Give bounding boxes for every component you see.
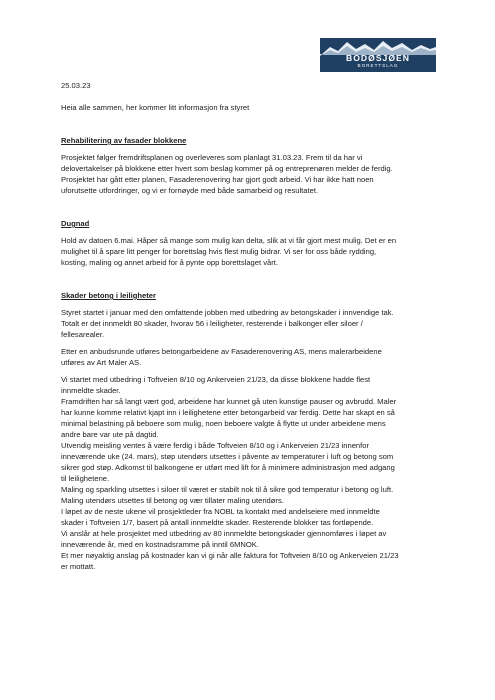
- text-line: I løpet av de neste ukene vil prosjektleder fra NOBL ta kontakt med andelseiere med innmeldte: [61, 507, 380, 516]
- text-line: Vi anslår at hele prosjektet med utbedring av 80 innmeldte betongskader gjennomføres i løpet av: [61, 529, 387, 538]
- text-line: til leilighetene.: [61, 474, 110, 483]
- text-line: skader i Toftveien 1/7, basert på antall innmeldte skader. Resterende blokker tas fortløpende.: [61, 518, 374, 527]
- text-line: Hold av datoen 6.mai. Håper så mange som mulig kan delta, slik at vi får gjort mest mulig. Det er en: [61, 236, 397, 245]
- text-line: Prosjektet følger fremdriftsplanen og overleveres som planlagt 31.03.23. Frem til da har vi: [61, 153, 363, 162]
- text-line: Etter en anbudsrunde utføres betongarbeidene av Fasaderenovering AS, mens malerarbeidene: [61, 347, 382, 356]
- text-line: Framdriften har så langt vært god, arbeidene har kunnet gå uten kunstige pauser og avbrudd. Maler: [61, 397, 397, 406]
- text-line: andre bare var ute på dagtid.: [61, 430, 159, 439]
- section-paragraph: [61, 374, 439, 572]
- logo-name: BODØSJØEN: [346, 53, 410, 63]
- text-line: sikrer god støp. Adkomst til balkongene er utført med lift for å minimere administrasjon med adgang: [61, 463, 395, 472]
- text-line: inneværende uke (24. mars), støp utendørs utsettes i påvente av temperaturer i luft og betong som: [61, 452, 394, 461]
- section-heading: Skader betong i leiligheter: [61, 291, 156, 300]
- text-line: Vi startet med utbedring i Toftveien 8/10 og Ankerveien 21/23, da disse blokkene hadde flest: [61, 375, 371, 384]
- section-paragraph: [61, 152, 439, 196]
- text-line: inneværende år, med en kostnadsramme på inntil 6MNOK.: [61, 540, 259, 549]
- text-line: fellesarealer.: [61, 330, 105, 339]
- letter-intro: Heia alle sammen, her kommer litt informasjon fra styret: [61, 103, 250, 112]
- text-line: kosting, maling og annet arbeid for å pynte opp borettslaget vårt.: [61, 258, 278, 267]
- section-dugnad: [61, 218, 439, 268]
- text-line: Maling og sparkling utsettes i siloer til været er stabilt nok til å sikre god temperatur i betong og luft.: [61, 485, 394, 494]
- text-line: innmeldte skader.: [61, 386, 121, 395]
- section-rehabilitering: [61, 135, 439, 196]
- logo-subtitle: BORETTSLAG: [357, 63, 399, 68]
- letter-body: [61, 80, 439, 572]
- text-line: uforutsette utfordringer, og vi er fornøyde med både samarbeid og resultatet.: [61, 186, 319, 195]
- letter-date: 25.03.23: [61, 81, 91, 90]
- text-line: Styret startet i januar med den omfattende jobben med utbedring av betongskader i innvendige tak.: [61, 308, 394, 317]
- text-line: Utvendig meisling ventes å være ferdig i både Toftveien 8/10 og i Ankerveien 21/23 innenfor: [61, 441, 370, 450]
- text-line: Totalt er det innmeldt 80 skader, hvorav 56 i leiligheter, resterende i balkonger eller siloer /: [61, 319, 363, 328]
- text-line: Maling utendørs utsettes til betong og vær tillater maling utendørs.: [61, 496, 284, 505]
- section-paragraph: [61, 346, 439, 368]
- text-line: Et mer nøyaktig anslag på kostnader kan vi gi når alle faktura for Toftveien 8/10 og Ankerveien 21/23: [61, 551, 399, 560]
- text-line: er mottatt.: [61, 562, 96, 571]
- text-line: minimal belastning på beboere som mulig, noen beboere valgte å flytte ut under arbeidene mens: [61, 419, 386, 428]
- section-heading: Dugnad: [61, 219, 90, 228]
- section-heading: Rehabilitering av fasader blokkene: [61, 136, 187, 145]
- section-skader-betong: [61, 290, 439, 572]
- text-line: mulighet til å spare litt penger for borettslag hvis flest mulig bidrar. Vi ser for oss både rydding,: [61, 247, 377, 256]
- text-line: Prosjektet har gått etter planen, Fasaderenovering har gjort godt arbeid. Vi har ikke hatt noen: [61, 175, 374, 184]
- borettslag-logo: [320, 38, 436, 72]
- text-line: delovertakelser på blokkene etter hvert som beslag kommer på og entreprenøren melder de ferdig.: [61, 164, 393, 173]
- text-line: har kunne komme relativt kjapt inn i leilighetene etter betongarbeid var ferdig. Dette har skapt en så: [61, 408, 395, 417]
- section-paragraph: [61, 235, 439, 268]
- text-line: utføres av Art Maler AS.: [61, 358, 142, 367]
- section-paragraph: [61, 307, 439, 340]
